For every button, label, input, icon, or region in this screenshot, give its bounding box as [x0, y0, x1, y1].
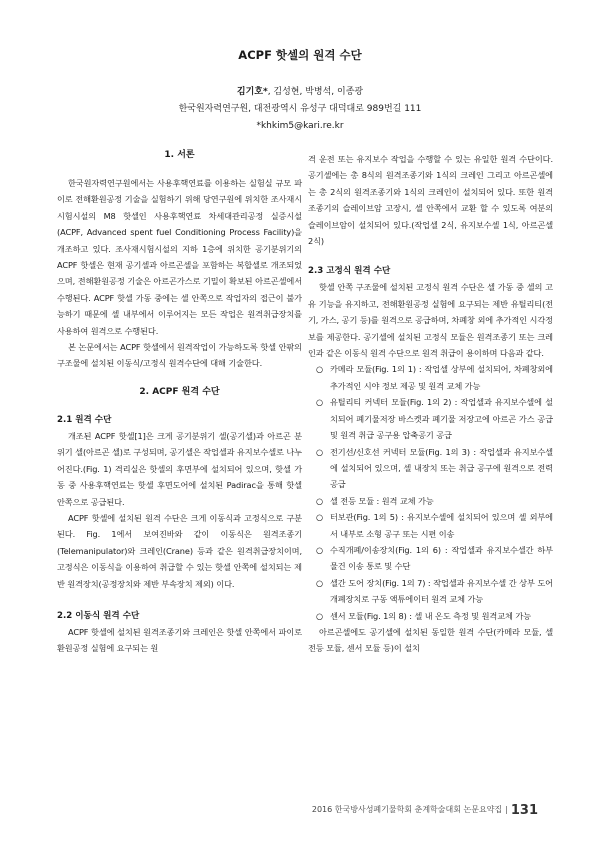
right-column — [308, 151, 553, 657]
bullet-icon: ○ — [316, 577, 324, 588]
subsection-heading-2-1: 2.1 원격 수단 — [57, 414, 112, 425]
bullet-icon: ○ — [316, 495, 324, 506]
bullet-icon: ○ — [316, 446, 324, 457]
bullet-icon: ○ — [316, 610, 324, 621]
page-footer — [312, 803, 538, 818]
subsection-heading-2-3: 2.3 고정식 원격 수단 — [308, 266, 391, 277]
list-item: ○ 셀 전등 모듈 : 원격 교체 가능 — [308, 493, 553, 509]
author-line — [0, 84, 600, 101]
author-block — [0, 84, 600, 135]
module-list — [308, 361, 553, 624]
paragraph: 아르곤셀에도 공기셀에 설치된 동일한 원격 수단(카메라 모듈, 셀 전등 모듈, 센서 모듈 등)이 설치 — [308, 626, 553, 654]
lead-author-mark: * — [262, 87, 268, 97]
email: *khkim5@kari.re.kr — [256, 121, 344, 131]
list-item: ○ 유틸리티 커넥터 모듈(Fig. 1의 2) : 작업셀과 유지보수셀에 설치되어 폐기물저장 바스켓과 폐기물 저장고에 아르곤 가스 공급 및 원격 취급 공구용 압축공기 공급 — [308, 394, 553, 443]
paragraph: 격 운전 또는 유지보수 작업을 수행할 수 있는 유일한 원격 수단이다. 공기셀에는 총 8식의 원격조종기와 1식의 크레인 그리고 아르곤셀에는 총 2식의 원격조종기와 1식의 크레인이 설치되어 있다. 또한 원격조종기의 슬레이브암 고장시, 셀 안쪽에서 교환 할 수 있도록 여분의 슬레이브암이 설치되어 있다.(작업셀 2식, 유지보수셀 1식, 아르곤셀 2식) — [308, 154, 553, 247]
co-authors: , 김성현, 박병석, 이종광 — [267, 87, 364, 97]
conference-name: 2016 한국방사성폐기물학회 춘계학술대회 논문요약집 — [311, 805, 503, 814]
bullet-icon: ○ — [316, 544, 324, 555]
list-item: ○ 카메라 모듈(Fig. 1의 1) : 작업셀 상부에 설치되어, 차폐창외에 추가적인 시야 정보 제공 및 원격 교체 가능 — [308, 361, 553, 394]
bullet-icon: ○ — [316, 397, 324, 408]
paper-title: ACPF 핫셀의 원격 수단 — [238, 48, 362, 62]
left-column — [57, 147, 302, 657]
paragraph: ACPF 핫셀에 설치된 원격조종기와 크레인은 핫셀 안쪽에서 파이로 환원공정 실험에 요구되는 원 — [57, 626, 302, 654]
footer-separator: | — [505, 805, 508, 814]
list-item: ○ 셀간 도어 장치(Fig. 1의 7) : 작업셀과 유지보수셀 간 상부 도어 개폐장치로 구동 액튜에이터 원격 교체 가능 — [308, 575, 553, 608]
list-item: ○ 터보관(Fig. 1의 5) : 유지보수셀에 설치되어 있으며 셀 외부에서 내부로 소형 공구 또는 시편 이송 — [308, 509, 553, 542]
paragraph: 본 논문에서는 ACPF 핫셀에서 원격작업이 가능하도록 핫셀 안팎의 구조물에 설치된 이동식/고정식 원격수단에 대해 기술한다. — [57, 342, 302, 369]
paragraph: ACPF 핫셀에 설치된 원격 수단은 크게 이동식과 고정식으로 구분된다. Fig. 1에서 보여진바와 같이 이동식은 원격조종기(Telemanipulator)와 크레인(Crane) 등과 같은 원격취급장치이며, 고정식은 이동식을 이용하여 취급할 수 있는 핫셀 안쪽에 설치되는 제반 원격장치(공정장치와 제반 부속장치 제외) 이다. — [57, 512, 302, 589]
subsection-heading-2-2: 2.2 이동식 원격 수단 — [57, 610, 140, 621]
page-number: 131 — [510, 803, 538, 818]
paragraph: 개조된 ACPF 핫셀[1]은 크게 공기분위기 셀(공기셀)과 아르곤 분위기 셀(아르곤 셀)로 구성되며, 공기셀은 작업셀과 유지보수셀로 나누어진다.(Fig. 1) 격리실은 핫셀의 후면부에 설치되어 있으며, 핫셀 가동 중 사용후핵연료는 핫셀 후면도어에 설치된 Padirac을 통해 핫셀 안쪽으로 공급된다. — [57, 430, 302, 507]
paragraph: 핫셀 안쪽 구조물에 설치된 고정식 원격 수단은 셀 가동 중 셀의 고유 기능을 유지하고, 전해환원공정 실험에 요구되는 제반 유틸리티(전기, 가스, 공기 등)를 원격으로 공급하며, 차폐창 외에 추가적인 시각정보를 제공한다. 공기셀에 설치된 고정식 모듈은 원격조종기 또는 크레인과 같은 이동식 원격 수단으로 원격 취급이 용이하며 다음과 같다. — [308, 282, 553, 359]
bullet-icon: ○ — [316, 512, 324, 523]
section-heading-introduction: 1. 서론 — [164, 150, 195, 160]
paragraph: 한국원자력연구원에서는 사용후핵연료를 이용하는 실험실 규모 파이로 전해환원공정 기술을 실험하기 위해 당연구원에 위치한 조사재시시험시설의 M8 핫셀인 사용후핵연료 차세대관리공정 실증시설(ACPF, Advanced spent fuel Conditioning Process Facility)을 개조하고 있다. 조사재시험시설의 지하 1층에 위치한 공기분위기의 ACPF 핫셀은 현재 공기셀과 아르곤셀을 포함하는 복합셀로 개조되었으며, 전해환원공정 기술은 아르곤가스로 기밀이 확보된 아르곤셀에서 수행된다. ACPF 핫셀 가동 중에는 셀 안쪽으로 작업자의 접근이 불가능하기 때문에 셀 내부에서 이루어지는 모든 작업은 원격취급장치를 사용하여 원격으로 수행된다. — [57, 178, 302, 336]
list-item: ○ 전기선/신호선 커넥터 모듈(Fig. 1의 3) : 작업셀과 유지보수셀에 설치되어 있으며, 셀 내장치 또는 취급 공구에 원격으로 전력 공급 — [308, 444, 553, 493]
lead-author: 김기호 — [236, 87, 263, 97]
bullet-icon: ○ — [316, 364, 324, 375]
section-heading-acpf: 2. ACPF 원격 수단 — [139, 386, 220, 397]
list-item: ○ 센서 모듈(Fig. 1의 8) : 셀 내 온도 측정 및 원격교체 가능 — [308, 608, 553, 624]
affiliation: 한국원자력연구원, 대전광역시 유성구 대덕대로 989번길 111 — [178, 104, 422, 114]
list-item: ○ 수직개폐/이송장치(Fig. 1의 6) : 작업셀과 유지보수셀간 하부 물건 이송 통로 및 수단 — [308, 542, 553, 575]
